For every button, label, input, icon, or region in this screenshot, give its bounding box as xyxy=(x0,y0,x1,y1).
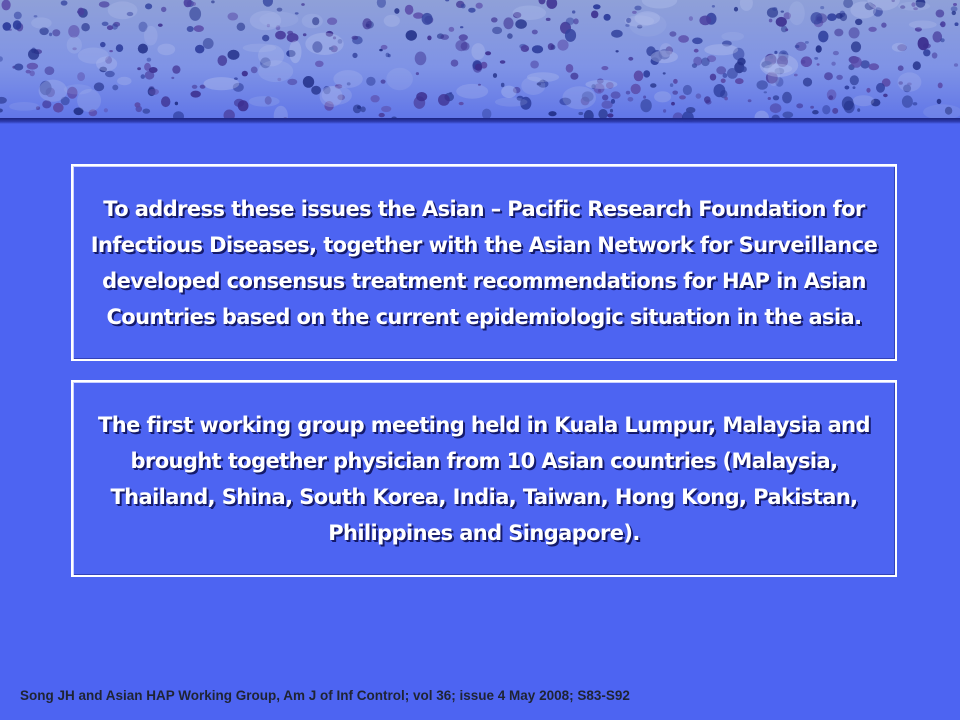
microscopy-texture-image xyxy=(0,0,960,122)
meeting-paragraph: The first working group meeting held in Kuala Lumpur, Malaysia and brought together physician from 10 Asian countries (Malaysia, Thailand, Shina, South Korea, India, Taiwan, Hong Kong, Pakistan, Philippines and Singapore). xyxy=(98,412,870,545)
citation-footer: Song JH and Asian HAP Working Group, Am J of Inf Control; vol 36; issue 4 May 2008; S83-S92 xyxy=(20,688,630,703)
text-box-meeting xyxy=(71,380,897,577)
header-texture-banner xyxy=(0,0,960,122)
text-box-consensus xyxy=(71,164,897,361)
consensus-paragraph: To address these issues the Asian – Pacific Research Foundation for Infectious Diseases, together with the Asian Network for Surveillance developed consensus treatment recommendations for HAP in Asian Countries based on the current epidemiologic situation in the asia. xyxy=(90,196,878,329)
header-divider-shadow xyxy=(0,118,960,124)
